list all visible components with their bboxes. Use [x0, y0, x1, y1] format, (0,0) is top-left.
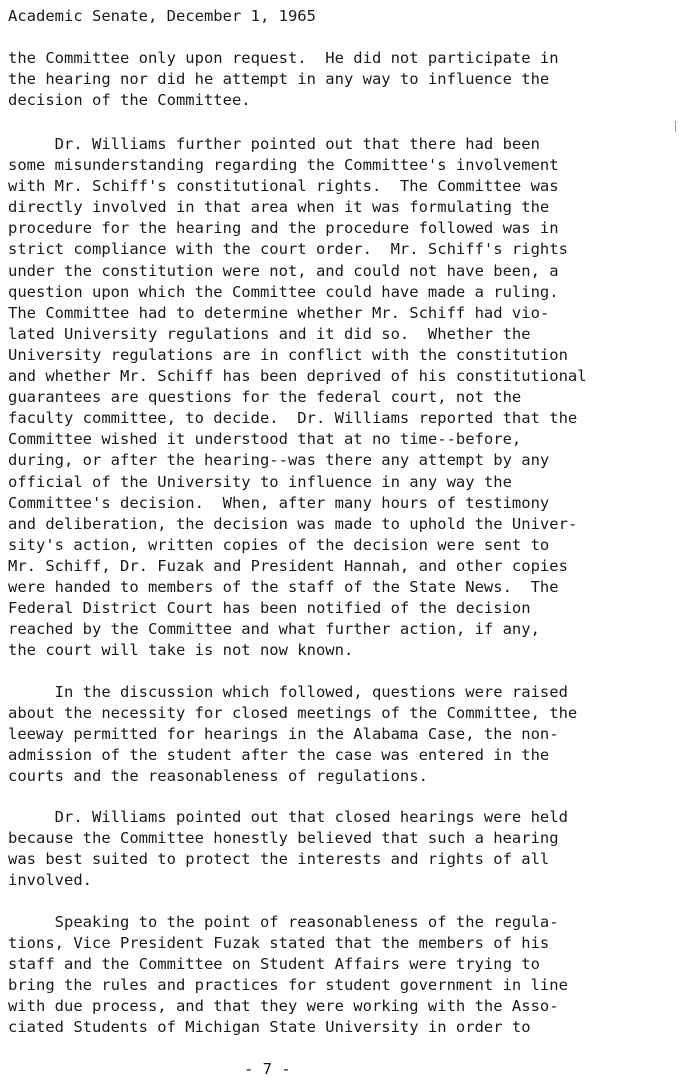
- text-line: directly involved in that area when it was formulating the: [8, 198, 550, 217]
- paragraph-1: [8, 48, 559, 111]
- text-line: Committee wished it understood that at no time--before,: [8, 430, 522, 449]
- text-line: sity's action, written copies of the decision were sent to: [8, 535, 550, 554]
- text-line: In the discussion which followed, questions were raised: [8, 683, 568, 701]
- text-line: ciated Students of Michigan State University in order to: [8, 1018, 531, 1037]
- text-line: lated University regulations and it did so. Whether the: [8, 324, 531, 343]
- text-line: because the Committee honestly believed that such a hearing: [8, 829, 559, 848]
- text-line: tions, Vice President Fuzak stated that the members of his: [8, 934, 550, 953]
- text-line: question upon which the Committee could have made a ruling.: [8, 282, 559, 301]
- text-line: courts and the reasonableness of regulations.: [8, 767, 428, 786]
- text-line: faculty committee, to decide. Dr. Williams reported that the: [8, 409, 578, 428]
- text-line: Speaking to the point of reasonableness of the regula-: [8, 913, 559, 931]
- text-line: about the necessity for closed meetings of the Committee, the: [8, 704, 578, 723]
- page-number: - 7 -: [244, 1060, 291, 1078]
- text-line: was best suited to protect the interests and rights of all: [8, 850, 550, 869]
- paragraph-2: [8, 134, 587, 661]
- text-line: under the constitution were not, and could not have been, a: [8, 261, 559, 280]
- text-line: Dr. Williams further pointed out that there had been: [8, 135, 540, 153]
- page-header: Academic Senate, December 1, 1965: [8, 7, 316, 25]
- text-line: guarantees are questions for the federal court, not the: [8, 388, 522, 407]
- text-line: the court will take is not now known.: [8, 641, 354, 660]
- text-line: with Mr. Schiff's constitutional rights. The Committee was: [8, 177, 559, 196]
- text-line: The Committee had to determine whether Mr. Schiff had vio-: [8, 303, 550, 322]
- text-line: staff and the Committee on Student Affairs were trying to: [8, 955, 540, 974]
- text-line: the hearing nor did he attempt in any way to influence the: [8, 70, 550, 89]
- text-line: Committee's decision. When, after many hours of testimony: [8, 493, 550, 512]
- text-line: leeway permitted for hearings in the Alabama Case, the non-: [8, 725, 559, 744]
- text-line: and deliberation, the decision was made to uphold the Univer-: [8, 514, 578, 533]
- text-line: official of the University to influence in any way the: [8, 472, 512, 491]
- text-line: Dr. Williams pointed out that closed hearings were held: [8, 808, 568, 826]
- paragraph-3: [8, 682, 577, 787]
- text-line: bring the rules and practices for student government in line: [8, 976, 568, 995]
- text-line: procedure for the hearing and the procedure followed was in: [8, 219, 559, 238]
- text-line: Federal District Court has been notified of the decision: [8, 599, 531, 618]
- text-line: reached by the Committee and what further action, if any,: [8, 620, 540, 639]
- text-line: were handed to members of the staff of the State News. The: [8, 577, 559, 596]
- text-line: and whether Mr. Schiff has been deprived of his constitutional: [8, 367, 587, 386]
- text-line: admission of the student after the case was entered in the: [8, 746, 550, 765]
- text-line: University regulations are in conflict with the constitution: [8, 345, 568, 364]
- text-line: decision of the Committee.: [8, 91, 251, 110]
- text-line: the Committee only upon request. He did not participate in: [8, 49, 559, 67]
- text-line: Mr. Schiff, Dr. Fuzak and President Hannah, and other copies: [8, 556, 568, 575]
- text-line: involved.: [8, 871, 92, 890]
- paragraph-5: [8, 912, 568, 1039]
- text-line: some misunderstanding regarding the Committee's involvement: [8, 156, 559, 175]
- paragraph-4: [8, 807, 568, 891]
- text-line: with due process, and that they were working with the Asso-: [8, 997, 559, 1016]
- text-line: strict compliance with the court order. Mr. Schiff's rights: [8, 240, 568, 259]
- margin-mark: [675, 121, 676, 132]
- text-line: during, or after the hearing--was there any attempt by any: [8, 451, 550, 470]
